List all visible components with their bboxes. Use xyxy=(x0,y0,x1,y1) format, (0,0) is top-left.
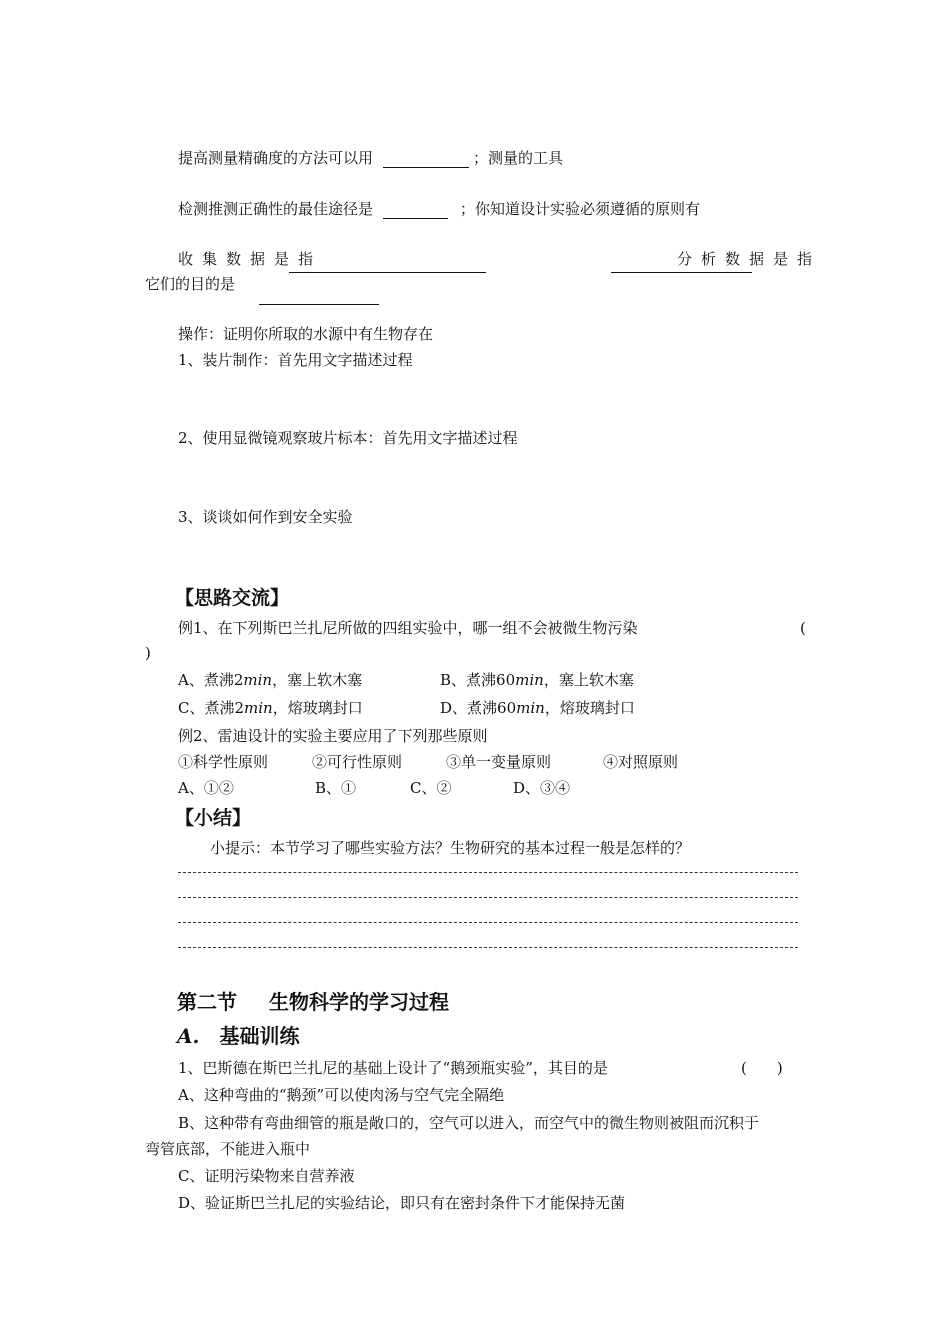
example-1-option-b[interactable] xyxy=(440,670,634,690)
question-1-option-a[interactable]: A、这种弯曲的“鹅颈”可以使肉汤与空气完全隔绝 xyxy=(178,1086,505,1104)
section-2-title-text: 生物科学的学习过程 xyxy=(269,990,449,1014)
intro-line-2-text-b: ；你知道设计实验必须遵循的原则有 xyxy=(460,200,701,218)
intro-line-3-text-a: 收集数据是指 xyxy=(178,250,323,268)
answer-dash-line-1[interactable] xyxy=(178,872,798,873)
intro-line-4 xyxy=(145,274,235,294)
example-1-option-d[interactable] xyxy=(440,698,635,718)
principle-3: ③单一变量原则 xyxy=(446,753,552,771)
question-1-option-c[interactable]: C、证明污染物来自营养液 xyxy=(178,1167,355,1185)
section-2-subtitle xyxy=(177,1023,299,1049)
operation-step-1: 1、装片制作：首先用文字描述过程 xyxy=(178,351,413,369)
example-1-paren-close: ) xyxy=(145,644,151,662)
option-a-text: A、煮沸2 xyxy=(178,671,244,689)
intro-line-1 xyxy=(178,148,563,168)
answer-blank-3[interactable] xyxy=(289,256,486,273)
intro-line-1-text-b: ；测量的工具 xyxy=(473,149,564,167)
summary-heading: 【小结】 xyxy=(175,807,252,829)
example-2-question: 例2、雷迪设计的实验主要应用了下列那些原则 xyxy=(178,727,488,745)
discussion-heading: 【思路交流】 xyxy=(175,587,290,609)
intro-line-2-text-a: 检测推测正确性的最佳途径是 xyxy=(178,200,374,218)
option-c-unit: min xyxy=(244,699,273,717)
intro-line-3b xyxy=(677,249,821,269)
principle-2: ②可行性原则 xyxy=(312,753,403,771)
operation-step-3: 3、谈谈如何作到安全实验 xyxy=(178,508,353,526)
option-b-text: B、煮沸60 xyxy=(440,671,516,689)
answer-dash-line-3[interactable] xyxy=(178,922,798,923)
question-1-option-b-cont: 弯管底部，不能进入瓶中 xyxy=(145,1140,311,1158)
answer-blank-5[interactable] xyxy=(259,288,379,305)
summary-hint: 小提示：本节学习了哪些实验方法？生物研究的基本过程一般是怎样的？ xyxy=(210,839,691,857)
option-c-text-post: ，熔玻璃封口 xyxy=(272,699,363,717)
principle-1: ①科学性原则 xyxy=(178,753,269,771)
option-b-text-post: ，塞上软木塞 xyxy=(543,671,634,689)
question-1: 1、巴斯德在斯巴兰扎尼的基础上设计了“鹅颈瓶实验”，其目的是 xyxy=(178,1059,608,1077)
question-1-option-d[interactable]: D、验证斯巴兰扎尼的实验结论，即只有在密封条件下才能保持无菌 xyxy=(178,1194,626,1212)
section-2-number: 第二节 xyxy=(177,990,237,1014)
subtitle-letter: A. xyxy=(177,1024,200,1048)
option-d-unit: min xyxy=(516,699,545,717)
subtitle-text: 基础训练 xyxy=(219,1024,300,1048)
option-b-unit: min xyxy=(515,671,544,689)
question-1-answer-paren[interactable]: ( ) xyxy=(741,1059,783,1077)
option-a-unit: min xyxy=(243,671,273,689)
example-2-option-d[interactable]: D、③④ xyxy=(513,779,571,797)
example-1-option-c[interactable] xyxy=(178,698,363,718)
section-2-title xyxy=(177,989,449,1015)
example-1-question: 例1、在下列斯巴兰扎尼所做的四组实验中，哪一组不会被微生物污染 xyxy=(178,619,638,637)
answer-blank-2[interactable] xyxy=(383,202,448,219)
example-2-option-a[interactable]: A、①② xyxy=(178,779,234,797)
operation-title: 操作：证明你所取的水源中有生物存在 xyxy=(178,325,434,343)
option-a-text-post: ，塞上软木塞 xyxy=(272,671,363,689)
example-2-option-c[interactable]: C、② xyxy=(410,779,452,797)
option-c-text: C、煮沸2 xyxy=(178,699,245,717)
intro-line-1-text-a: 提高测量精确度的方法可以用 xyxy=(178,149,374,167)
intro-line-3-text-b: 分析数据是指 xyxy=(677,250,822,268)
answer-dash-line-2[interactable] xyxy=(178,897,798,898)
answer-blank-1[interactable] xyxy=(383,151,469,168)
option-d-text-post: ，熔玻璃封口 xyxy=(544,699,635,717)
example-2-option-b[interactable]: B、① xyxy=(315,779,357,797)
question-1-option-b[interactable]: B、这种带有弯曲细管的瓶是敞口的，空气可以进入，而空气中的微生物则被阻而沉积于 xyxy=(178,1114,760,1132)
option-d-text: D、煮沸60 xyxy=(440,699,517,717)
principle-4: ④对照原则 xyxy=(603,753,679,771)
operation-step-2: 2、使用显微镜观察玻片标本：首先用文字描述过程 xyxy=(178,429,518,447)
example-1-option-a[interactable] xyxy=(178,670,362,690)
example-1-paren-open: ( xyxy=(800,619,806,637)
intro-line-4-text: 它们的目的是 xyxy=(145,275,236,293)
answer-dash-line-4[interactable] xyxy=(178,947,798,948)
intro-line-2 xyxy=(178,199,700,219)
